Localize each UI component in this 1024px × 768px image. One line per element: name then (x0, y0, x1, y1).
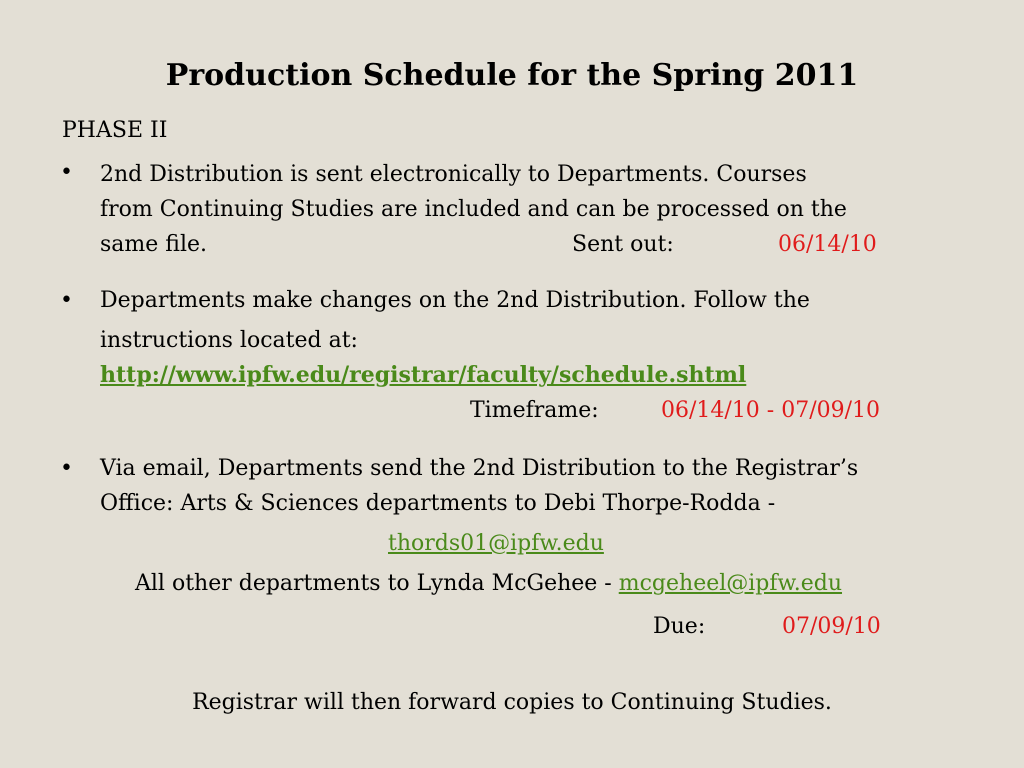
footer-note: Registrar will then forward copies to Continuing Studies. (192, 690, 832, 715)
bullet3-line2: Office: Arts & Sciences departments to Debi Thorpe-Rodda - (100, 491, 776, 516)
phase-heading: PHASE II (62, 118, 168, 143)
bullet1-line1: 2nd Distribution is sent electronically to Departments. Courses (100, 162, 807, 187)
sent-out-date: 06/14/10 (778, 232, 877, 257)
bullet-marker-3: • (60, 456, 73, 481)
bullet-marker-2: • (60, 288, 73, 313)
due-date: 07/09/10 (782, 614, 881, 639)
bullet1-line3: same file. (100, 232, 208, 257)
due-label: Due: (653, 614, 706, 639)
timeframe-value: 06/14/10 - 07/09/10 (661, 398, 881, 423)
bullet2-line2: instructions located at: (100, 328, 358, 353)
sent-out-label: Sent out: (572, 232, 674, 257)
bullet1-line2: from Continuing Studies are included and can be processed on the (100, 197, 847, 222)
email-link-thords01[interactable]: thords01@ipfw.edu (388, 531, 604, 556)
bullet3-line4-text: All other departments to Lynda McGehee - (135, 571, 619, 596)
bullet3-line4 (135, 567, 842, 600)
email-link-mcgeheel[interactable]: mcgeheel@ipfw.edu (618, 571, 843, 596)
bullet2-line1: Departments make changes on the 2nd Distribution. Follow the (100, 288, 810, 313)
schedule-instructions-link[interactable]: http://www.ipfw.edu/registrar/faculty/schedule.shtml (100, 362, 747, 388)
bullet3-line1: Via email, Departments send the 2nd Distribution to the Registrar’s (100, 456, 859, 481)
bullet-marker-1: • (60, 160, 73, 185)
timeframe-label: Timeframe: (470, 398, 599, 423)
slide-title: Production Schedule for the Spring 2011 (165, 58, 859, 93)
